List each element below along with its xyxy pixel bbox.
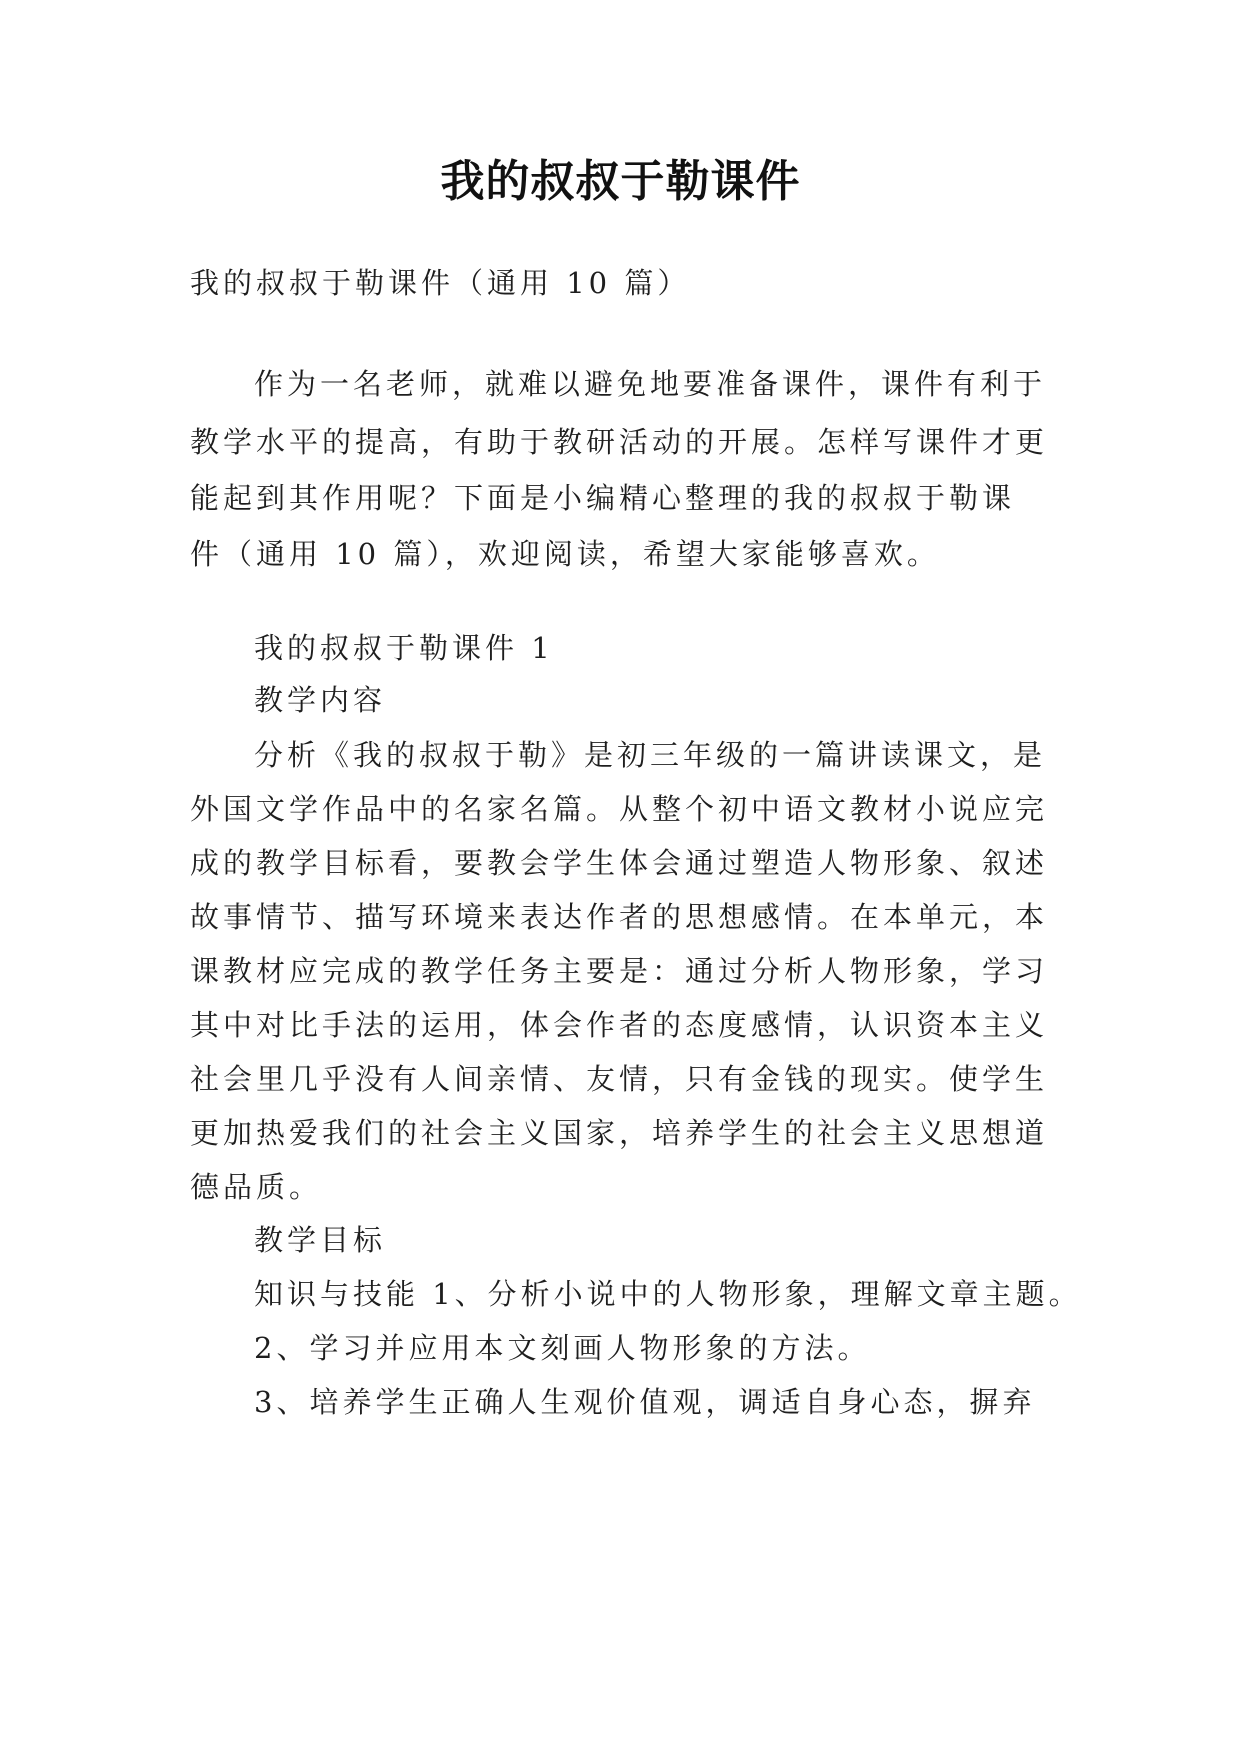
content-line: 更加热爱我们的社会主义国家，培养学生的社会主义思想道	[190, 1116, 1049, 1150]
goal-line: 知识与技能 1、分析小说中的人物形象，理解文章主题。	[254, 1277, 1082, 1311]
content-line: 社会里几乎没有人间亲情、友情，只有金钱的现实。使学生	[190, 1062, 1049, 1096]
intro-line: 作为一名老师，就难以避免地要准备课件，课件有利于	[254, 367, 1047, 401]
goals-heading: 教学目标	[254, 1223, 387, 1257]
content-line: 分析《我的叔叔于勒》是初三年级的一篇讲读课文，是	[254, 738, 1047, 772]
section-heading: 我的叔叔于勒课件 1	[254, 631, 554, 665]
content-line: 课教材应完成的教学任务主要是：通过分析人物形象，学习	[190, 954, 1049, 988]
content-heading: 教学内容	[254, 683, 387, 717]
content-line: 德品质。	[190, 1170, 323, 1204]
document-subtitle: 我的叔叔于勒课件（通用 10 篇）	[190, 266, 691, 300]
goal-line: 2、学习并应用本文刻画人物形象的方法。	[254, 1331, 871, 1365]
page-title: 我的叔叔于勒课件	[440, 156, 801, 207]
content-line: 故事情节、描写环境来表达作者的思想感情。在本单元，本	[190, 900, 1049, 934]
intro-line: 能起到其作用呢？下面是小编精心整理的我的叔叔于勒课	[190, 481, 1016, 515]
content-line: 外国文学作品中的名家名篇。从整个初中语文教材小说应完	[190, 792, 1049, 826]
intro-line: 教学水平的提高，有助于教研活动的开展。怎样写课件才更	[190, 425, 1049, 459]
content-line: 其中对比手法的运用，体会作者的态度感情，认识资本主义	[190, 1008, 1049, 1042]
goal-line: 3、培养学生正确人生观价值观，调适自身心态，摒弃	[254, 1385, 1036, 1419]
content-line: 成的教学目标看，要教会学生体会通过塑造人物形象、叙述	[190, 846, 1049, 880]
intro-line: 件（通用 10 篇），欢迎阅读，希望大家能够喜欢。	[190, 537, 940, 571]
